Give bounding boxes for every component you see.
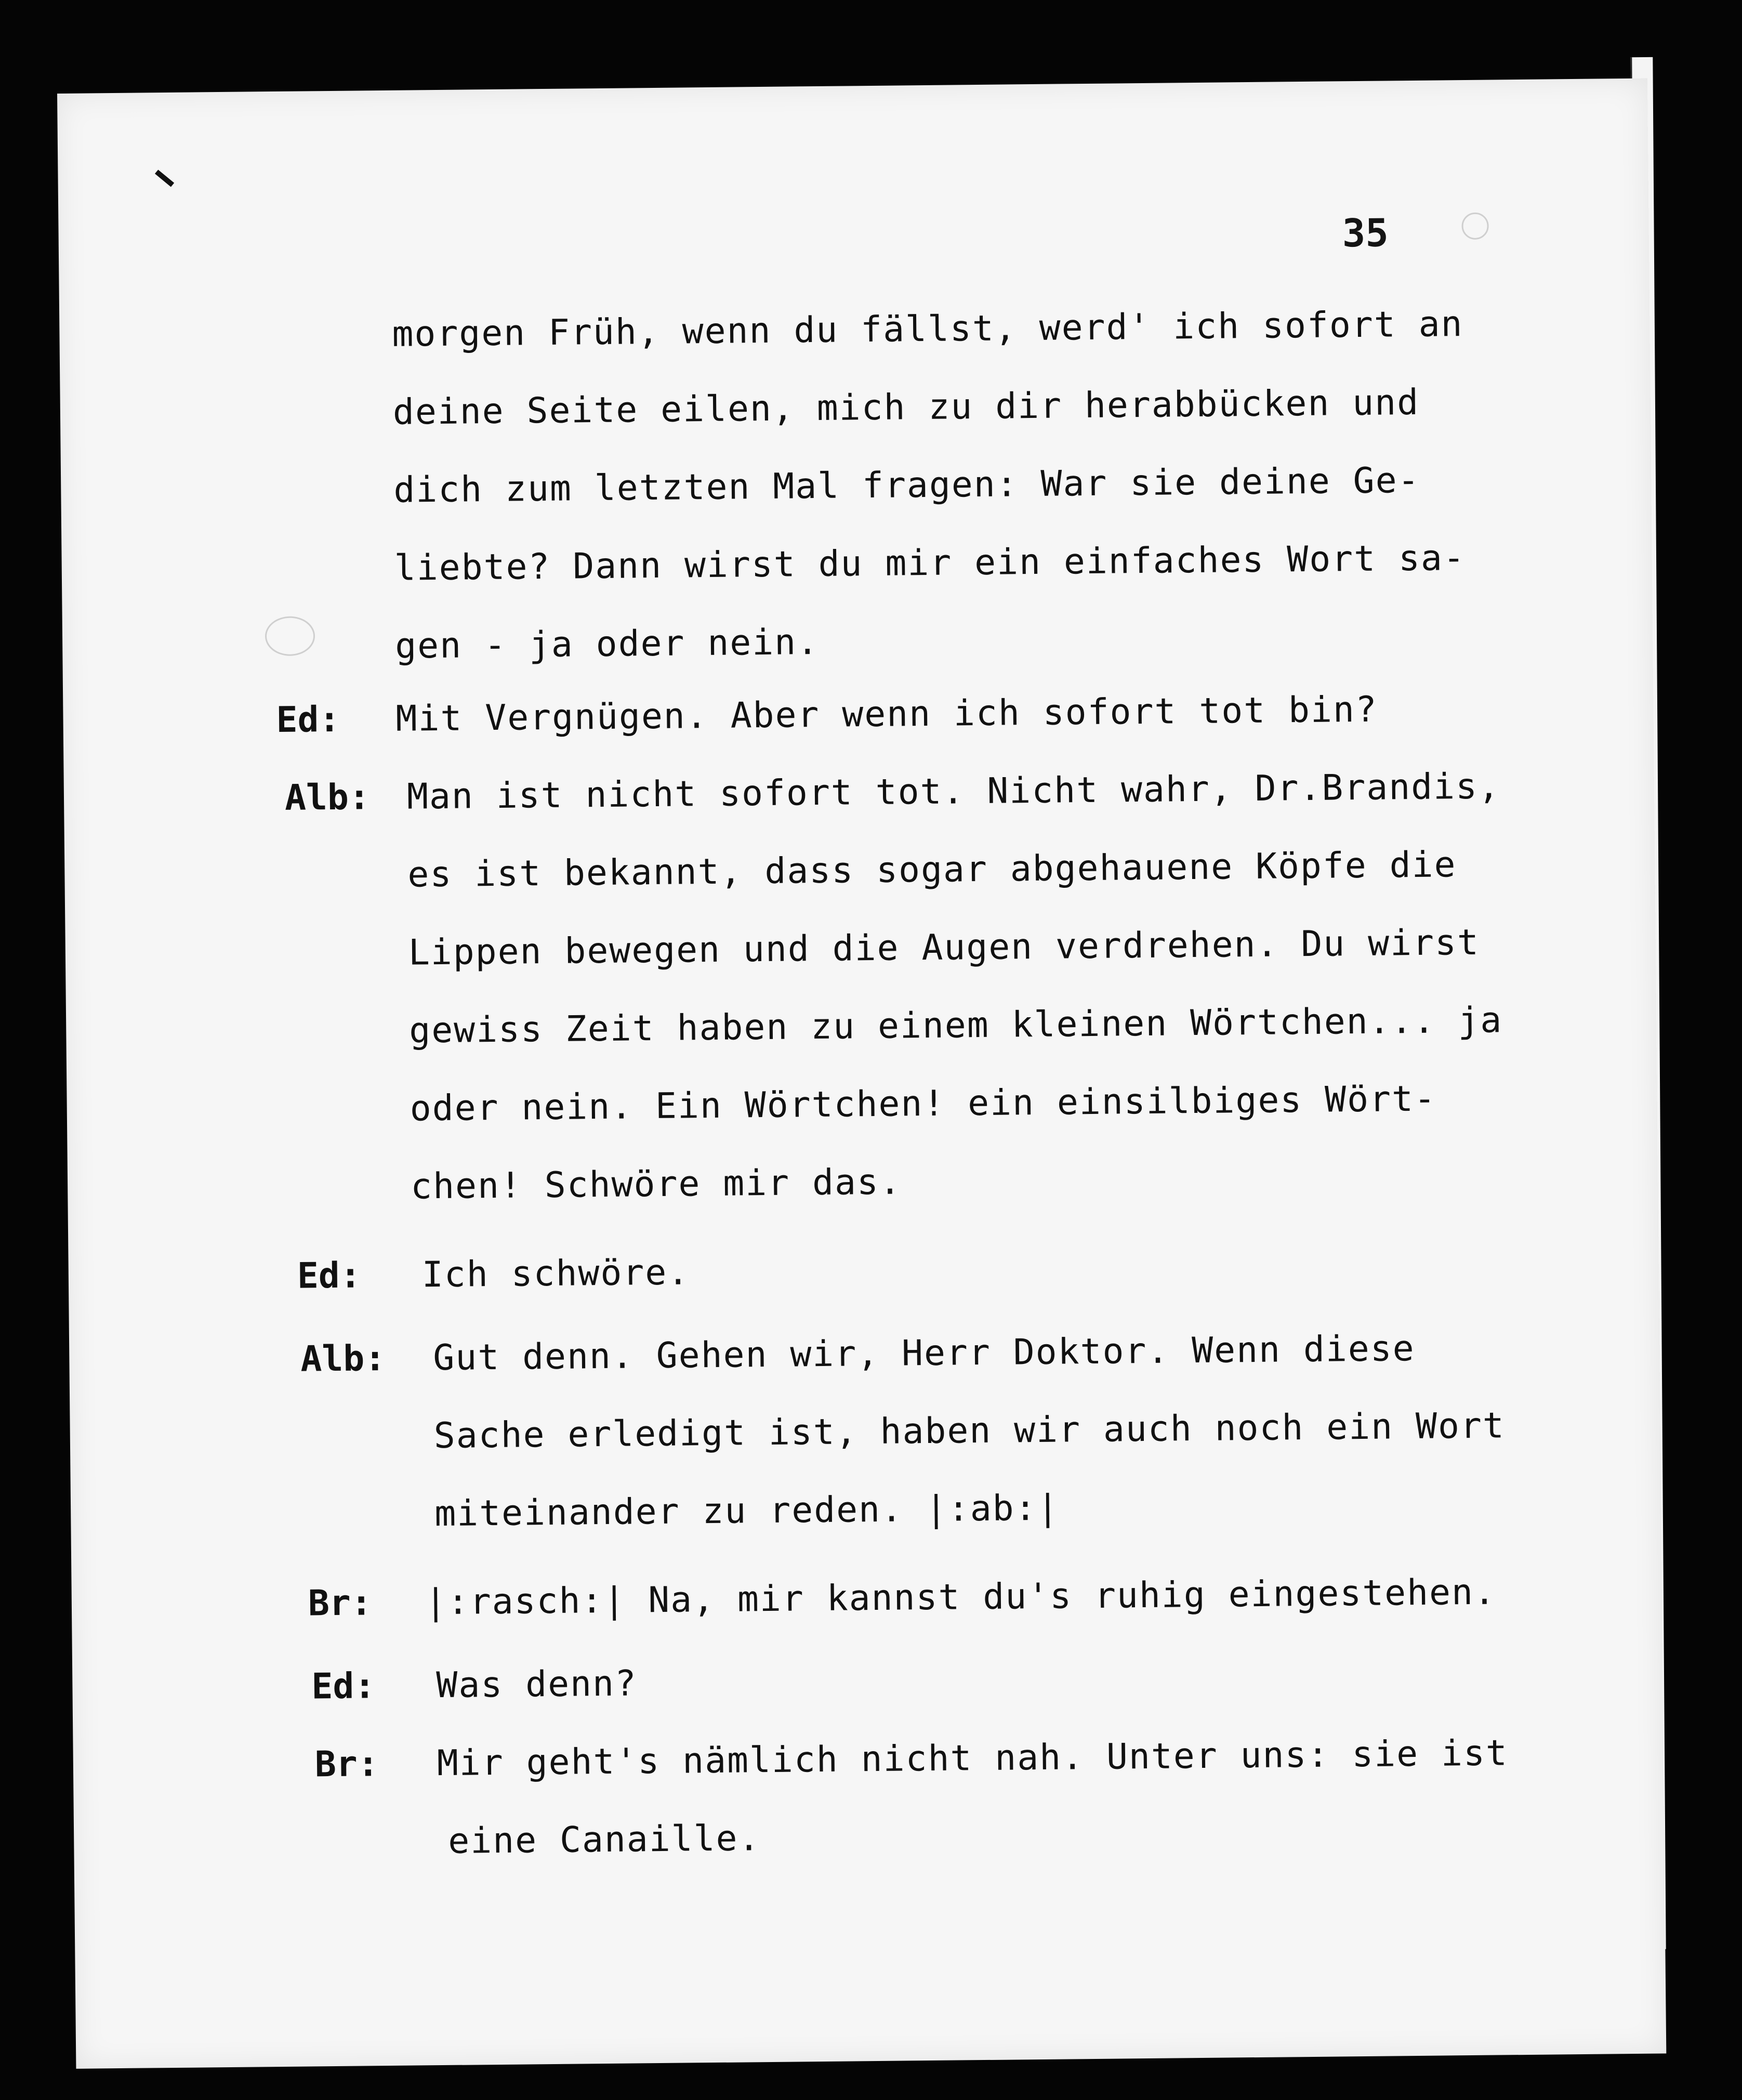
dialogue-line: gewiss Zeit haben zu einem kleinen Wörtchen... ja [408,1000,1503,1052]
dialogue-line: Gut denn. Gehen wir, Herr Doktor. Wenn diese [433,1328,1416,1379]
dialogue-line: es ist bekannt, dass sogar abgehauene Köpfe die [407,844,1457,896]
dialogue-line: Was denn? [436,1663,638,1707]
speaker-label: Br: [314,1743,379,1786]
speaker-label: Ed: [311,1665,376,1708]
typescript-page [57,78,1666,2069]
dialogue-line: Lippen bewegen und die Augen verdrehen. Du wirst [408,922,1480,974]
speaker-label: Br: [308,1582,373,1624]
dialogue-line: eine Canaille. [447,1818,761,1862]
smudge-mark [265,616,315,656]
dialogue-line: dich zum letzten Mal fragen: War sie deine Ge- [393,460,1420,511]
dialogue-line: miteinander zu reden. |:ab:| [434,1487,1060,1535]
speaker-label: Ed: [297,1255,362,1297]
speaker-label: Alb: [300,1338,386,1380]
dialogue-line: Man ist nicht sofort tot. Nicht wahr, Dr.Brandis, [406,766,1501,818]
dialogue-line: deine Seite eilen, mich zu dir herabbücken und [392,382,1420,433]
dialogue-line: Ich schwöre. [421,1252,690,1296]
dialogue-line: Mir geht's nämlich nicht nah. Unter uns: sie ist [437,1732,1509,1784]
dialogue-line: morgen Früh, wenn du fällst, werd' ich sofort an [392,304,1463,355]
dialogue-line: chen! Schwöre mir das. [410,1161,902,1208]
dialogue-line: gen - ja oder nein. [394,621,820,667]
dialogue-line: |:rasch:| Na, mir kannst du's ruhig eingestehen. [425,1571,1497,1623]
dialogue-line: liebte? Dann wirst du mir ein einfaches Wort sa- [394,537,1466,589]
punch-hole-mark [1461,213,1488,240]
dialogue-line: oder nein. Ein Wörtchen! ein einsilbiges Wört- [410,1078,1437,1130]
dialogue-line: Sache erledigt ist, haben wir auch noch ein Wort [433,1405,1506,1457]
speaker-label: Alb: [284,777,371,819]
dialogue-line: Mit Vergnügen. Aber wenn ich sofort tot bin? [395,689,1378,740]
speaker-label: Ed: [276,699,340,741]
page-number: 35 [1342,211,1389,256]
margin-mark [155,169,174,187]
